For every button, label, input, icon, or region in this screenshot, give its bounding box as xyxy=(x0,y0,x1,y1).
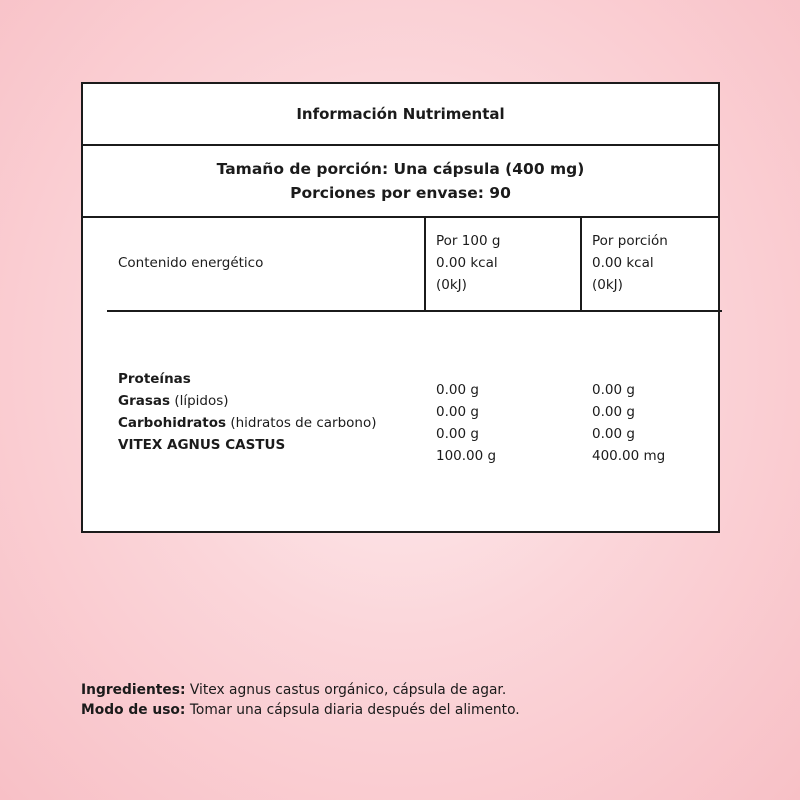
column-divider xyxy=(580,218,582,312)
per-serving-kj: (0kJ) xyxy=(592,277,623,293)
nutrition-facts-panel xyxy=(81,82,720,533)
nutrient-carbs-name: Carbohidratos xyxy=(118,415,227,431)
per-100g-proteins: 0.00 g xyxy=(436,382,479,398)
nutrition-title-text: Información Nutrimental xyxy=(296,105,505,123)
ingredients-text: Vitex agnus castus orgánico, cápsula de agar. xyxy=(185,682,507,698)
nutrient-carbs-note: (hidratos de carbono) xyxy=(226,415,377,431)
nutrient-labels xyxy=(118,368,378,456)
ingredients-line xyxy=(81,680,520,700)
per-serving-carbs: 0.00 g xyxy=(592,426,635,442)
nutrient-fats-note: (lípidos) xyxy=(170,393,229,409)
per-100g-vitex: 100.00 g xyxy=(436,448,497,464)
per-serving-energy xyxy=(592,230,668,296)
usage-text: Tomar una cápsula diaria después del alimento. xyxy=(185,702,520,718)
nutrient-fats xyxy=(118,390,378,412)
usage-line xyxy=(81,700,520,720)
per-100g-kcal: 0.00 kcal xyxy=(436,255,498,271)
per-serving-fats: 0.00 g xyxy=(592,404,635,420)
nutrient-carbs xyxy=(118,412,378,434)
servings-per-container: Porciones por envase: 90 xyxy=(290,184,511,202)
nutrition-title xyxy=(83,84,718,146)
nutrient-proteins: Proteínas xyxy=(118,371,191,387)
per-100g-header: Por 100 g xyxy=(436,233,501,249)
column-divider xyxy=(424,218,426,312)
per-100g-fats: 0.00 g xyxy=(436,404,479,420)
per-100g-nutrients xyxy=(436,379,496,467)
per-serving-header: Por porción xyxy=(592,233,668,249)
per-100g-kj: (0kJ) xyxy=(436,277,467,293)
per-serving-proteins: 0.00 g xyxy=(592,382,635,398)
per-100g-energy xyxy=(436,230,500,296)
header-divider xyxy=(426,310,580,312)
per-100g-carbs: 0.00 g xyxy=(436,426,479,442)
serving-size: Tamaño de porción: Una cápsula (400 mg) xyxy=(216,160,585,178)
product-footer xyxy=(81,680,520,720)
per-serving-vitex: 400.00 mg xyxy=(592,448,666,464)
nutrient-vitex: VITEX AGNUS CASTUS xyxy=(118,437,286,453)
per-serving-kcal: 0.00 kcal xyxy=(592,255,654,271)
usage-label: Modo de uso: xyxy=(81,702,186,718)
header-divider xyxy=(582,310,722,312)
header-divider xyxy=(107,310,424,312)
nutrient-fats-name: Grasas xyxy=(118,393,171,409)
energy-label: Contenido energético xyxy=(118,255,264,271)
ingredients-label: Ingredientes: xyxy=(81,682,186,698)
serving-info xyxy=(83,146,718,218)
per-serving-nutrients xyxy=(592,379,665,467)
